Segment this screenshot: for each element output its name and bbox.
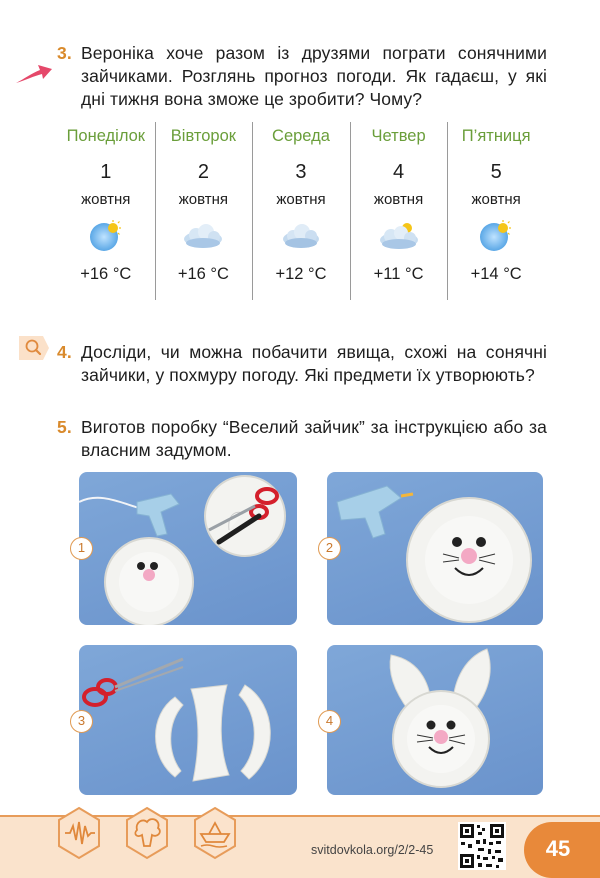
step-badge: 2	[318, 537, 341, 560]
day-month: жовтня	[373, 191, 424, 208]
step-badge: 1	[70, 537, 93, 560]
forecast-day	[155, 122, 253, 300]
forecast-day	[350, 122, 448, 300]
task-text: Досліди, чи можна побачити явища, схожі на сонячні зайчики, у похмуру погоду. Які предмети їх утворюють?	[81, 342, 547, 385]
task-number: 5.	[57, 417, 72, 437]
day-date: 5	[490, 161, 502, 183]
weather-forecast-table	[57, 122, 545, 300]
task-number: 4.	[57, 342, 72, 362]
day-temperature: +12 °C	[275, 265, 327, 283]
sun-icon	[474, 217, 518, 253]
task-5	[57, 416, 547, 462]
cloud-icon	[279, 217, 323, 253]
forecast-day	[252, 122, 350, 300]
day-month: жовтня	[178, 191, 229, 208]
website-link[interactable]: svitdovkola.org/2/2-45	[311, 843, 434, 857]
forecast-day	[57, 122, 155, 300]
day-temperature: +11 °C	[373, 265, 424, 283]
step-badge: 3	[70, 710, 93, 733]
craft-photo-step-1	[79, 472, 297, 625]
cloud-icon	[181, 217, 225, 253]
qr-code-icon[interactable]	[458, 822, 506, 870]
task-text: Виготов поробку “Веселий зайчик” за інструкцією або за власним задумом.	[81, 417, 547, 460]
day-temperature: +16 °C	[177, 265, 229, 283]
paper-boat-icon	[193, 806, 237, 860]
day-month: жовтня	[471, 191, 521, 208]
craft-photo-step-4	[327, 645, 543, 795]
day-date: 2	[197, 161, 209, 183]
task-text: Вероніка хоче разом із друзями пограти сонячними зайчиками. Розглянь прогноз погоди. Як гадаєш, у які дні тижня вона зможе це зробити? Чому?	[81, 43, 547, 109]
magnifier-icon	[19, 336, 49, 360]
craft-photo-step-3	[79, 645, 297, 795]
forecast-day	[447, 122, 545, 300]
vibration-icon	[57, 806, 101, 860]
step-badge: 4	[318, 710, 341, 733]
day-name: Понеділок	[66, 127, 146, 145]
day-month: жовтня	[81, 191, 131, 208]
page-number: 45	[545, 836, 571, 861]
day-name: Вівторок	[170, 127, 236, 145]
day-date: 3	[295, 161, 307, 183]
craft-photo-step-2	[327, 472, 543, 625]
day-date: 1	[100, 161, 112, 183]
task-3	[57, 42, 547, 111]
explosion-cloud-icon	[125, 806, 169, 860]
sun-behind-cloud-icon	[377, 217, 421, 253]
day-name: П’ятниця	[461, 127, 531, 145]
day-temperature: +16 °C	[80, 265, 132, 283]
task-number: 3.	[57, 43, 72, 63]
day-month: жовтня	[276, 191, 326, 208]
sun-icon	[84, 217, 128, 253]
day-temperature: +14 °C	[470, 265, 522, 283]
day-name: Середа	[272, 127, 330, 145]
task-4	[57, 341, 547, 387]
day-date: 4	[393, 161, 405, 183]
pointer-arrow-icon	[14, 63, 54, 87]
day-name: Четвер	[371, 127, 426, 145]
